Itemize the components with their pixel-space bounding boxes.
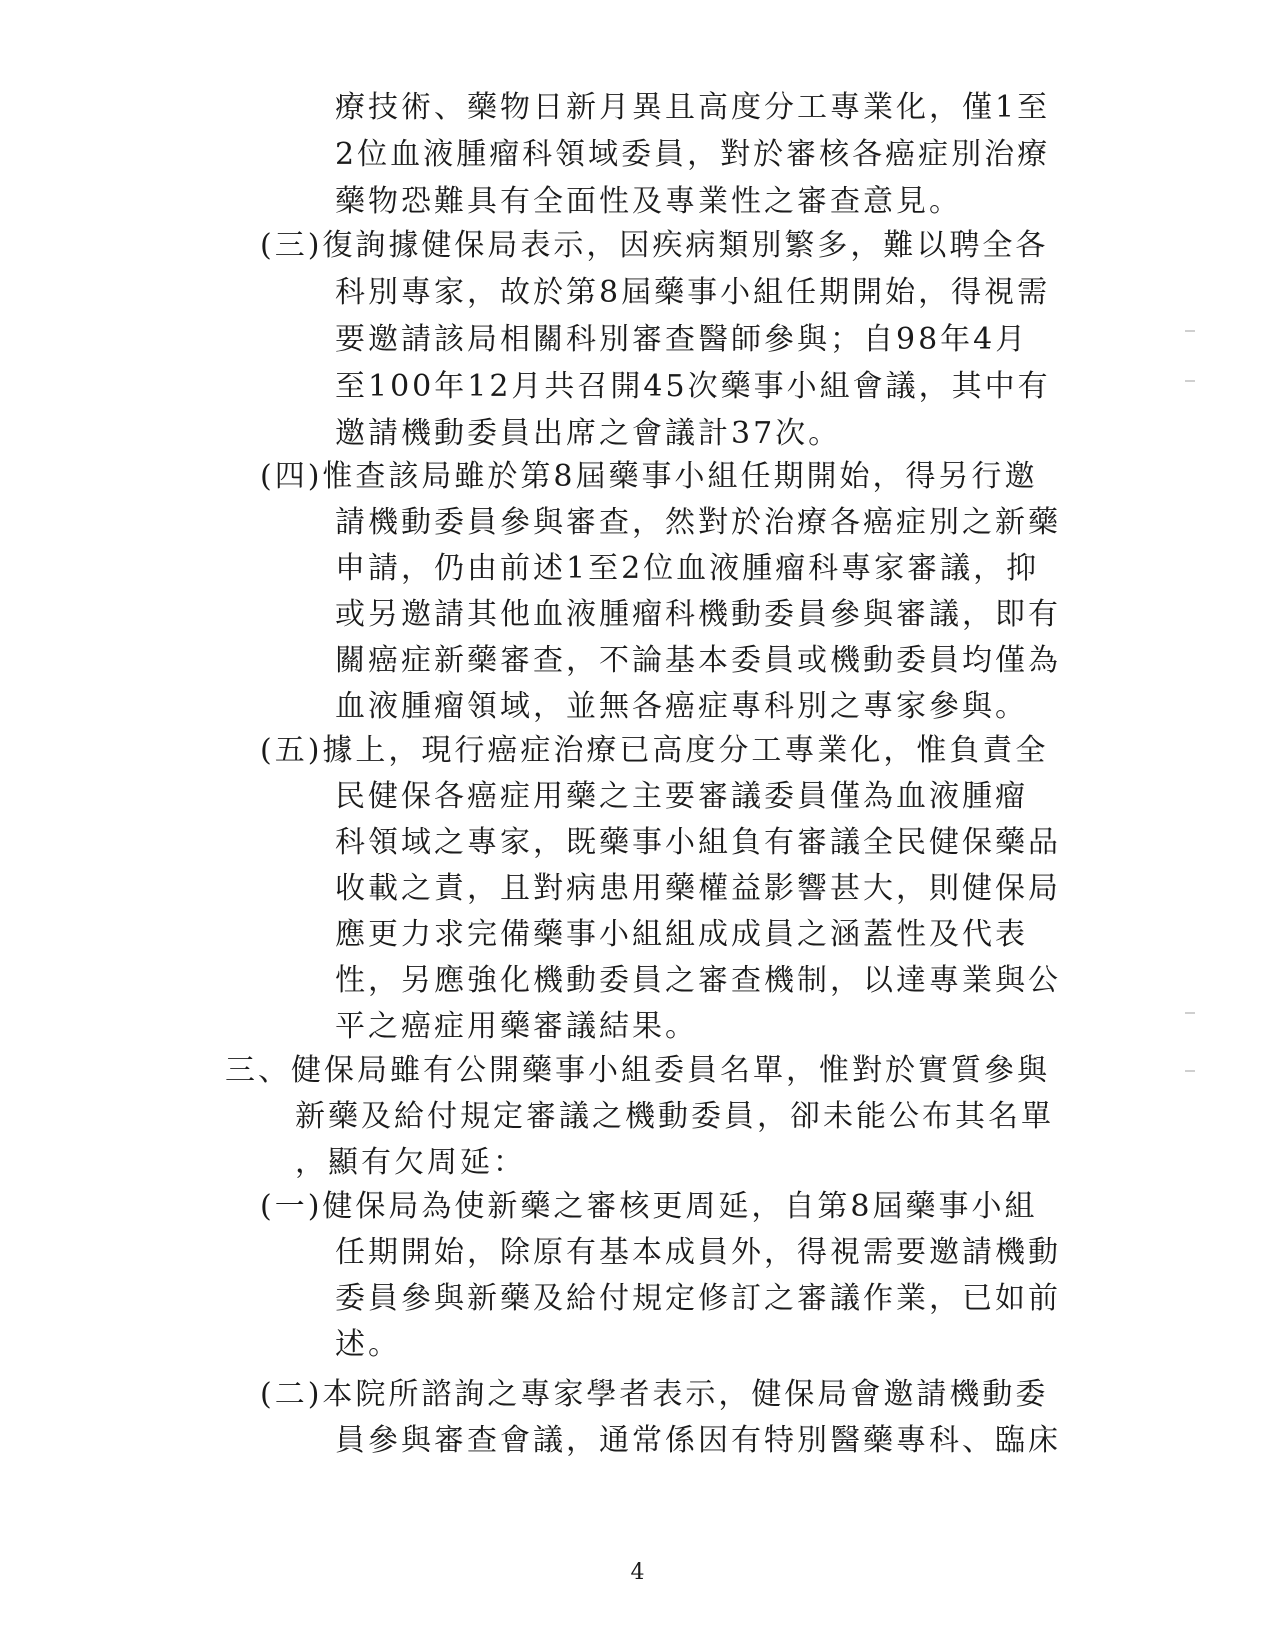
section-4-2-line: (二)本院所諮詢之專家學者表示，健保局會邀請機動委 xyxy=(260,1377,1049,1412)
text-line: 任期開始，除原有基本成員外，得視需要邀請機動 xyxy=(335,1235,1061,1270)
text-line: 性，另應強化機動委員之審查機制，以達專業與公 xyxy=(335,963,1061,998)
text-line: 藥物恐難具有全面性及專業性之審查意見。 xyxy=(335,184,962,219)
text-line: 述。 xyxy=(335,1327,401,1362)
page-number: 4 xyxy=(630,1560,645,1585)
text-line: 或另邀請其他血液腫瘤科機動委員參與審議，即有 xyxy=(335,597,1061,632)
section-3-4-line: (四)惟查該局雖於第8屆藥事小組任期開始，得另行邀 xyxy=(260,459,1038,494)
text-line: ，顯有欠周延： xyxy=(295,1145,526,1180)
text-line: 委員參與新藥及給付規定修訂之審議作業，已如前 xyxy=(335,1281,1061,1316)
text-line: 應更力求完備藥事小組組成成員之涵蓋性及代表 xyxy=(335,917,1028,952)
text-line: 員參與審查會議，通常係因有特別醫藥專科、臨床 xyxy=(335,1423,1061,1458)
scan-speck xyxy=(1185,1012,1195,1014)
text-line: 關癌症新藥審查，不論基本委員或機動委員均僅為 xyxy=(335,643,1061,678)
text-line: 收載之責，且對病患用藥權益影響甚大，則健保局 xyxy=(335,871,1061,906)
text-line: 請機動委員參與審查，然對於治療各癌症別之新藥 xyxy=(335,505,1061,540)
text-line: 科別專家，故於第8屆藥事小組任期開始，得視需 xyxy=(335,275,1051,310)
text-line: 平之癌症用藥審議結果。 xyxy=(335,1009,698,1044)
text-line: 邀請機動委員出席之會議計37次。 xyxy=(335,416,842,451)
text-line: 至100年12月共召開45次藥事小組會議，其中有 xyxy=(335,369,1051,404)
text-line: 民健保各癌症用藥之主要審議委員僅為血液腫瘤 xyxy=(335,779,1028,814)
scan-speck xyxy=(1185,1070,1195,1072)
section-4-1-line: (一)健保局為使新藥之審核更周延，自第8屆藥事小組 xyxy=(260,1189,1038,1224)
text-line: 2位血液腫瘤科領域委員，對於審核各癌症別治療 xyxy=(335,137,1051,172)
text-line: 血液腫瘤領域，並無各癌症專科別之專家參與。 xyxy=(335,689,1028,724)
text-line: 療技術、藥物日新月異且高度分工專業化，僅1至 xyxy=(335,90,1051,125)
text-line: 要邀請該局相關科別審查醫師參與；自98年4月 xyxy=(335,322,1029,357)
section-3-5-line: (五)據上，現行癌症治療已高度分工專業化，惟負責全 xyxy=(260,733,1049,768)
text-line: 新藥及給付規定審議之機動委員，卻未能公布其名單 xyxy=(295,1099,1054,1134)
section-3-3-line: (三)復詢據健保局表示，因疾病類別繁多，難以聘全各 xyxy=(260,228,1049,263)
section-4-heading-line: 三、健保局雖有公開藥事小組委員名單，惟對於實質參與 xyxy=(225,1053,1050,1088)
scan-speck xyxy=(1185,380,1195,382)
scan-speck xyxy=(1185,330,1195,332)
text-line: 科領域之專家，既藥事小組負有審議全民健保藥品 xyxy=(335,825,1061,860)
text-line: 申請，仍由前述1至2位血液腫瘤科專家審議，抑 xyxy=(335,551,1040,586)
